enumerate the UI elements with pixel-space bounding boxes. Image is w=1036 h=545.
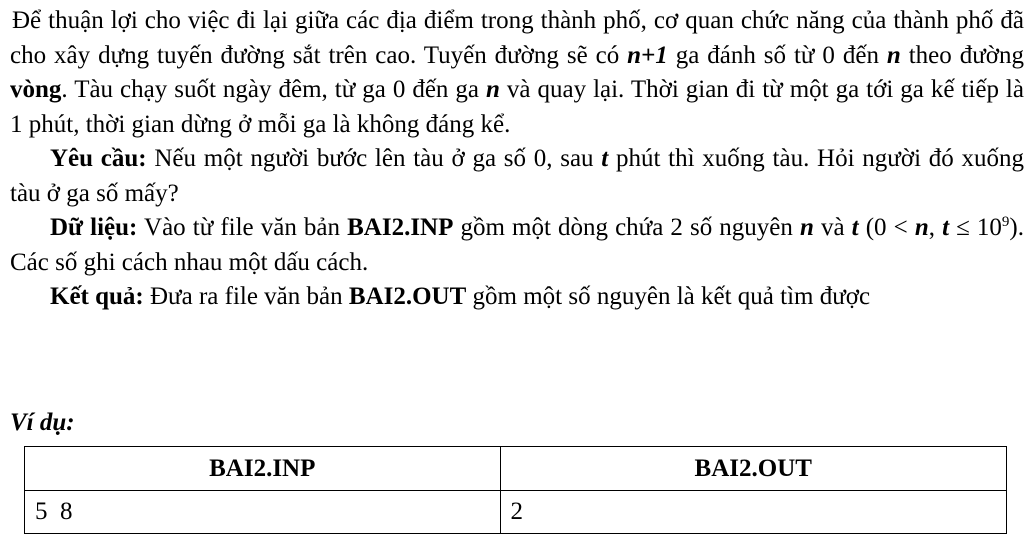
input-text: Vào từ file văn bản	[137, 214, 348, 241]
input-text: (0 <	[858, 214, 915, 241]
output-label: Kết quả:	[50, 283, 144, 310]
var-n: n	[886, 41, 901, 69]
input-filename: BAI2.INP	[347, 214, 454, 241]
emphasis-word: vòng	[10, 76, 62, 103]
requirement-label: Yêu cầu:	[50, 145, 147, 172]
input-text: ≤ 10	[949, 214, 1002, 241]
cell-output-value: 2	[500, 491, 1007, 534]
output-filename: BAI2.OUT	[348, 283, 467, 310]
var-t: t	[601, 145, 609, 172]
intro-text: theo đường	[900, 41, 1024, 69]
requirement-paragraph	[10, 142, 1024, 211]
header-input-file: BAI2.INP	[25, 447, 501, 491]
input-text: ). Các số ghi cách nhau một dấu cách.	[10, 214, 1024, 276]
input-paragraph	[10, 211, 1024, 280]
table-header-row	[25, 447, 1007, 491]
intro-text: ga đánh số từ 0 đến	[667, 41, 887, 69]
requirement-text: Nếu một người bước lên tàu ở ga số 0, sau	[146, 145, 602, 172]
requirement-text: phút thì xuống tàu. Hỏi người đó xuống tàu ở ga số mấy?	[10, 145, 1024, 207]
var-n-plus-1: n+1	[627, 41, 668, 69]
input-text: và	[813, 214, 852, 241]
example-label: Ví dụ:	[10, 409, 75, 436]
input-text: gồm một dòng chứa 2 số nguyên	[453, 214, 800, 241]
output-text: Đưa ra file văn bản	[143, 283, 349, 310]
intro-text: . Tàu chạy suốt ngày đêm, từ ga 0 đến ga	[61, 76, 486, 103]
problem-intro	[10, 4, 1024, 142]
var-t: t	[851, 214, 859, 241]
output-paragraph	[10, 280, 1024, 315]
input-label: Dữ liệu:	[50, 214, 138, 241]
table-row	[25, 491, 1007, 534]
problem-statement	[10, 4, 1024, 315]
header-output-file: BAI2.OUT	[500, 447, 1007, 491]
var-n: n	[914, 214, 929, 241]
output-text: gồm một số nguyên là kết quả tìm được	[466, 283, 871, 310]
var-n: n	[799, 214, 814, 241]
exponent: 9	[1001, 214, 1010, 230]
var-t: t	[942, 214, 950, 241]
intro-text: Để thuận lợi cho việc đi lại giữa các địa điểm trong thành phố, cơ quan chức năng của thành phố đã cho xây dựng tuyến đường sắt trên cao. Tuyến đường sẽ có	[10, 7, 1024, 69]
cell-input-value: 5 8	[25, 491, 501, 534]
intro-text: và quay lại. Thời gian đi từ một ga tới ga kế tiếp là 1 phút, thời gian dừng ở mỗi ga là không đáng kể.	[10, 76, 1024, 138]
var-n: n	[486, 76, 500, 103]
example-table	[24, 446, 1007, 534]
input-text: ,	[928, 214, 943, 241]
